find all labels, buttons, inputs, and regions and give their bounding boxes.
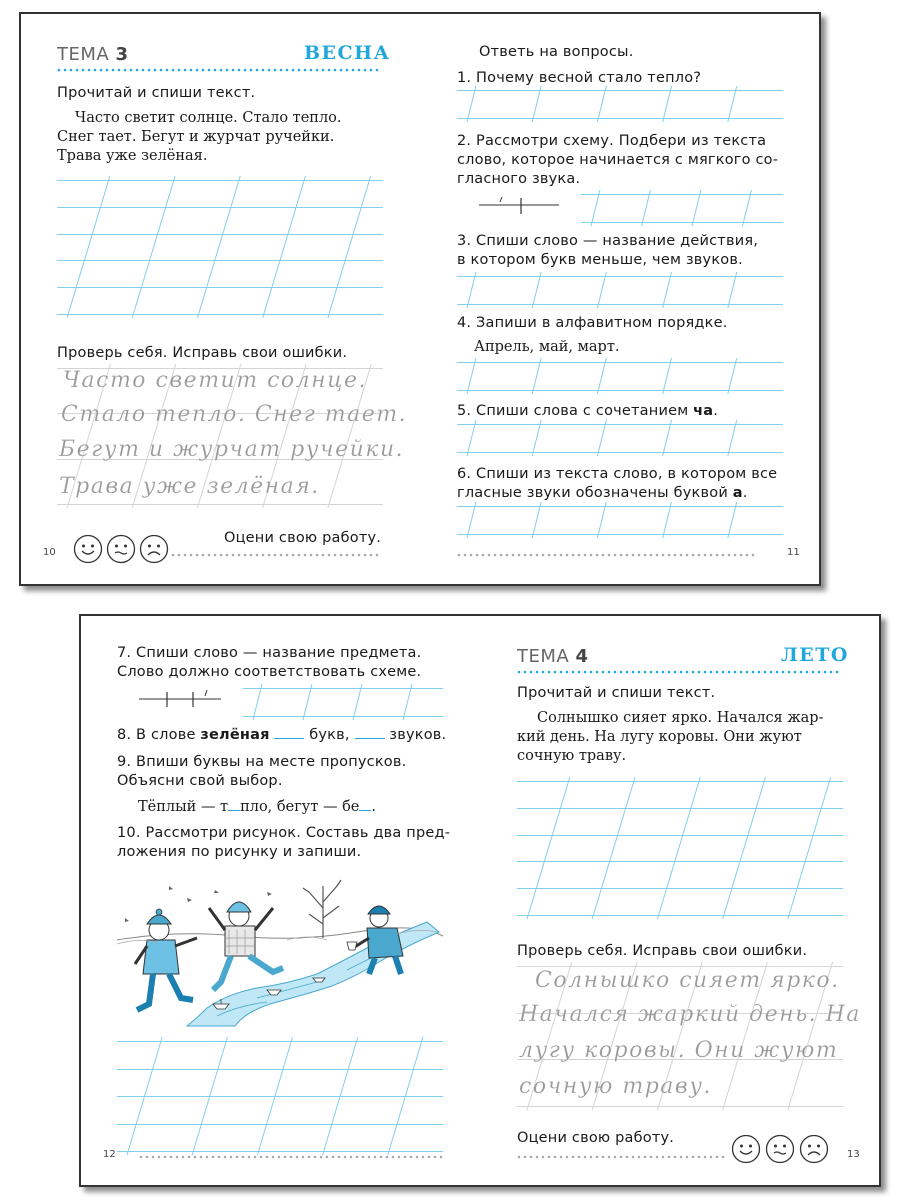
- question-2-line-1: 2. Рассмотри схему. Подбери из текста: [457, 133, 767, 149]
- question-2-line-2: слово, которое начинается с мягкого со-: [457, 152, 779, 168]
- answer-lines-4[interactable]: [457, 362, 783, 390]
- theme-title: ВЕСНА: [304, 42, 391, 64]
- question-6-line-2: гласные звуки обозначены буквой а.: [457, 485, 748, 501]
- spread-pages-10-11: [19, 12, 821, 586]
- question-10-line-2: ложения по рисунку и запиши.: [117, 844, 362, 860]
- question-2-line-3: гласного звука.: [457, 171, 581, 187]
- question-10-line-1: 10. Рассмотри рисунок. Составь два пред-: [117, 825, 451, 841]
- handwriting-grid-1[interactable]: [57, 180, 383, 314]
- cursive-line-1: Часто светит солнце.: [63, 368, 368, 393]
- passage-line-2: кий день. На лугу коровы. Они жуют: [517, 729, 802, 745]
- cursive-line-3: Бегут и журчат ручейки.: [59, 437, 405, 462]
- tema-label: ТЕМА 4: [517, 646, 589, 667]
- word-scheme-diagram: [137, 688, 223, 710]
- footer-dotted-rule-right: [457, 553, 757, 557]
- sounds-count-blank[interactable]: [355, 738, 385, 739]
- question-9-example: Тёплый — т пло, бегут — бе .: [138, 799, 377, 815]
- missing-letter-blank-1[interactable]: [228, 810, 240, 811]
- theme-title: ЛЕТО: [781, 644, 849, 666]
- passage-line-1: Солнышко сияет ярко. Начался жар-: [537, 710, 824, 726]
- question-9-line-2: Объясни свой выбор.: [117, 773, 283, 789]
- answer-lines-10[interactable]: [117, 1041, 443, 1151]
- footer-dotted-rule-right: [517, 1155, 727, 1159]
- cursive-line-1: Солнышко сияет ярко.: [535, 968, 840, 993]
- instruction-copy: Прочитай и спиши текст.: [517, 685, 716, 701]
- page-number: 12: [103, 1149, 116, 1160]
- page-number: 13: [847, 1149, 860, 1160]
- question-7-line-2: Слово должно соответствовать схеме.: [117, 664, 422, 680]
- spread-pages-12-13: [79, 614, 881, 1187]
- evaluate-instruction: Оцени свою работу.: [224, 530, 382, 546]
- tema-label: ТЕМА 3: [57, 44, 129, 65]
- question-3-line-2: в котором букв меньше, чем звуков.: [457, 252, 743, 268]
- question-7-line-1: 7. Спиши слово — название предмета.: [117, 645, 422, 661]
- question-9-line-1: 9. Впиши буквы на месте пропусков.: [117, 754, 407, 770]
- footer-dotted-rule: [171, 553, 381, 557]
- answer-lines-2[interactable]: [581, 194, 783, 222]
- missing-letter-blank-2[interactable]: [359, 810, 371, 811]
- question-5: 5. Спиши слова с сочетанием ча.: [457, 403, 719, 419]
- answer-lines-7[interactable]: [243, 688, 443, 716]
- answer-lines-5[interactable]: [457, 424, 783, 452]
- footer-dotted-rule: [139, 1155, 443, 1159]
- passage-line-3: сочную траву.: [517, 748, 627, 764]
- smiley-neutral-icon[interactable]: [765, 1134, 795, 1164]
- question-1: 1. Почему весной стало тепло?: [457, 70, 702, 86]
- passage-line-3: Трава уже зелёная.: [57, 148, 208, 164]
- cursive-line-2: Начался жаркий день. На: [519, 1002, 861, 1027]
- passage-line-2: Снег тает. Бегут и журчат ручейки.: [57, 129, 335, 145]
- evaluate-instruction: Оцени свою работу.: [517, 1130, 675, 1146]
- smiley-sad-icon[interactable]: [139, 534, 169, 564]
- cursive-line-4: сочную траву.: [519, 1074, 712, 1099]
- passage-line-1: Часто светит солнце. Стало тепло.: [75, 110, 342, 126]
- spring-stream-illustration: [117, 878, 443, 1028]
- question-8: 8. В слове зелёная букв, звуков.: [117, 727, 447, 743]
- question-6-line-1: 6. Спиши из текста слово, в котором все: [457, 466, 778, 482]
- check-instruction: Проверь себя. Исправь свои ошибки.: [57, 345, 348, 361]
- question-4: 4. Запиши в алфавитном порядке.: [457, 315, 728, 331]
- answer-lines-1[interactable]: [457, 90, 783, 118]
- smiley-happy-icon[interactable]: [73, 534, 103, 564]
- question-4-words: Апрель, май, март.: [474, 339, 620, 355]
- page-number: 10: [43, 547, 56, 558]
- instruction-copy: Прочитай и спиши текст.: [57, 85, 256, 101]
- answer-lines-3[interactable]: [457, 276, 783, 304]
- question-3-line-1: 3. Спиши слово — название действия,: [457, 233, 759, 249]
- check-instruction: Проверь себя. Исправь свои ошибки.: [517, 943, 808, 959]
- page-number: 11: [787, 547, 800, 558]
- cursive-line-2: Стало тепло. Снег тает.: [61, 402, 408, 427]
- title-dotted-rule: [57, 68, 383, 72]
- title-dotted-rule: [517, 670, 843, 674]
- smiley-sad-icon[interactable]: [799, 1134, 829, 1164]
- answer-lines-6[interactable]: [457, 506, 783, 534]
- smiley-happy-icon[interactable]: [731, 1134, 761, 1164]
- letters-count-blank[interactable]: [274, 738, 304, 739]
- handwriting-grid-2[interactable]: [517, 781, 843, 915]
- sound-scheme-diagram: [477, 194, 561, 218]
- questions-intro: Ответь на вопросы.: [479, 44, 634, 60]
- cursive-line-3: лугу коровы. Они жуют: [519, 1038, 839, 1063]
- smiley-neutral-icon[interactable]: [106, 534, 136, 564]
- cursive-line-4: Трава уже зелёная.: [59, 474, 320, 499]
